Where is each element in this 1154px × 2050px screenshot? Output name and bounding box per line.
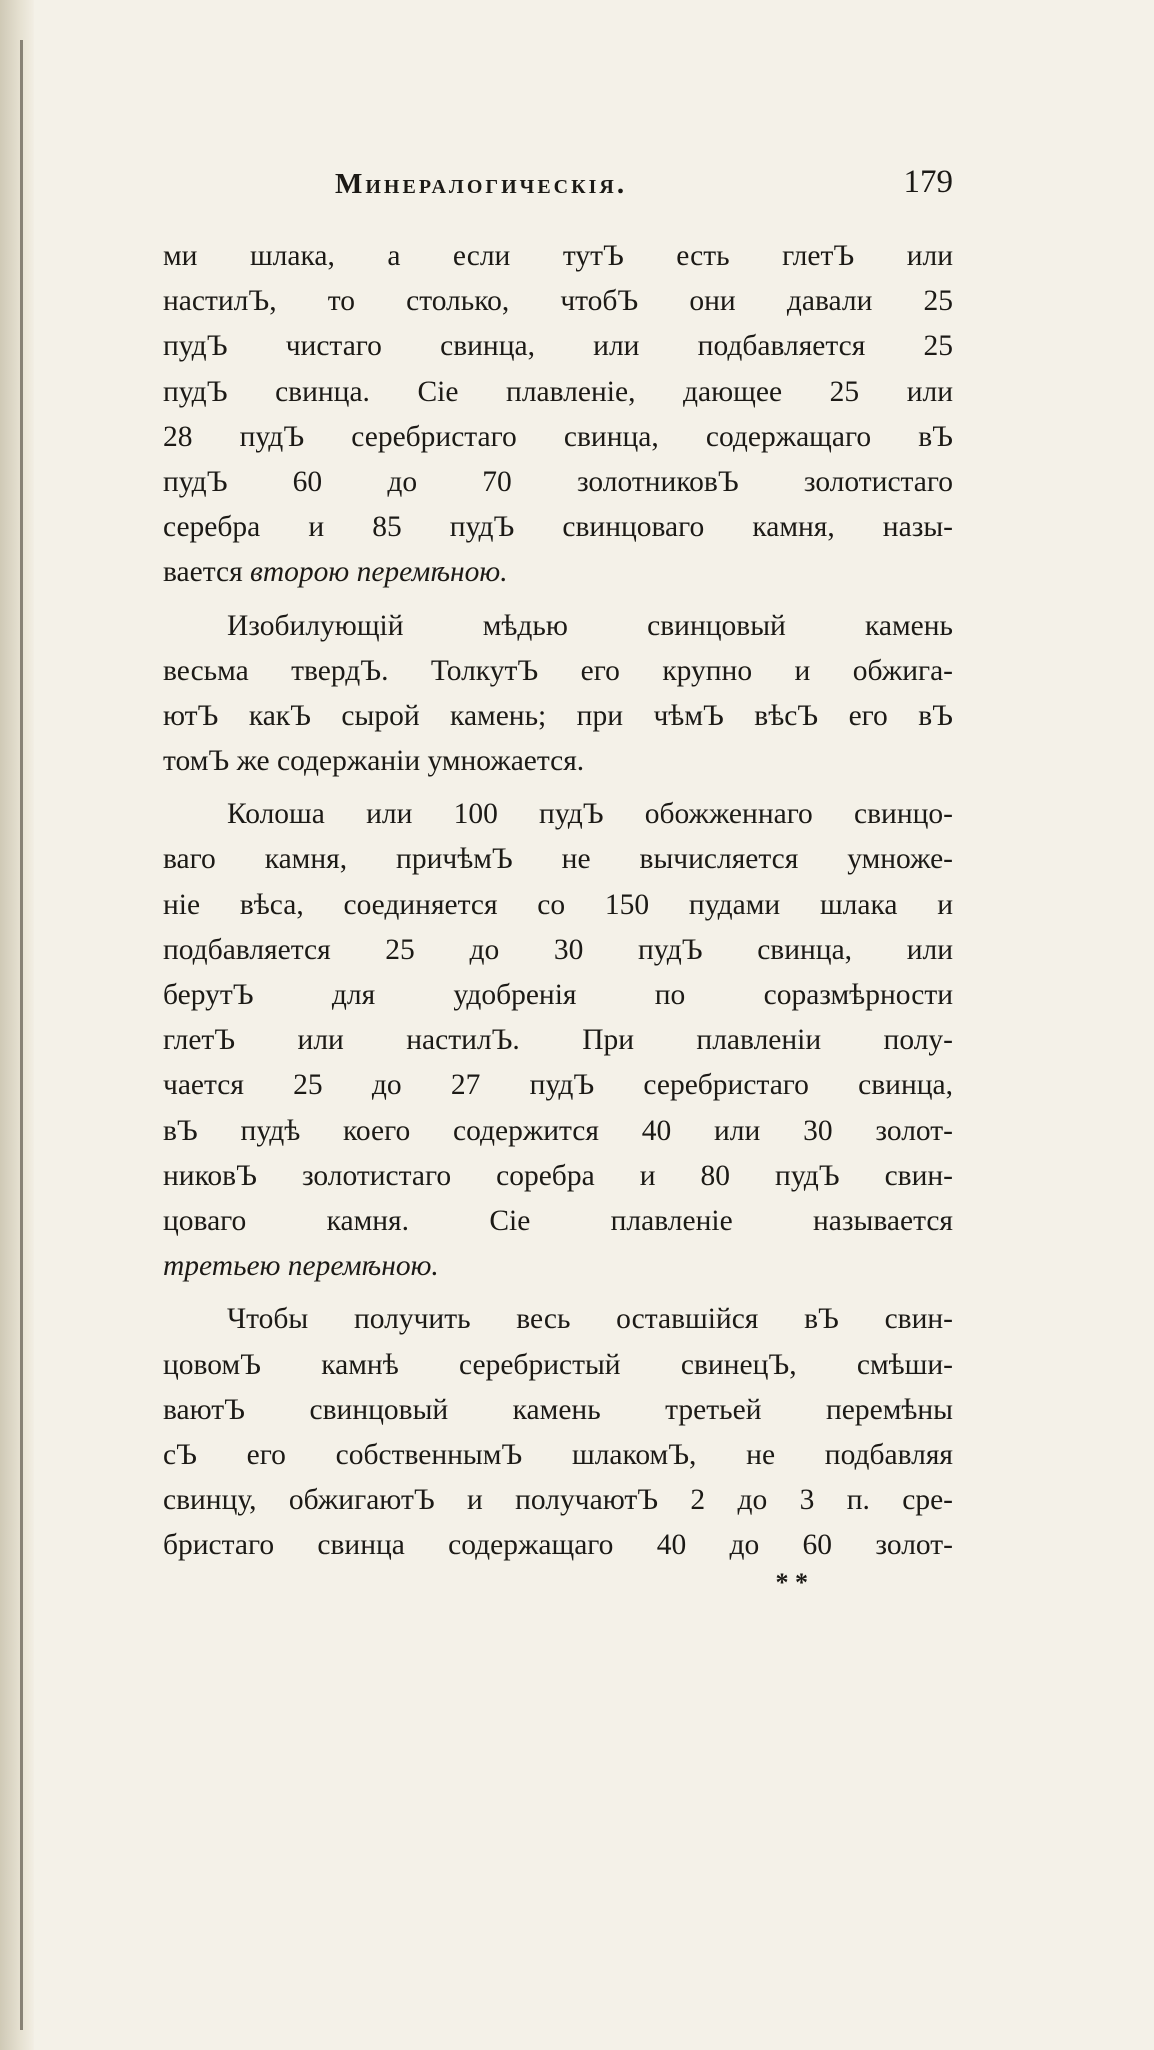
text-line: вЪ пудѣ коего содержится 40 или 30 золот- xyxy=(163,1114,953,1147)
text-line: цоваго камня. Сіе плавленіе называется xyxy=(163,1204,953,1237)
paragraph-4 xyxy=(163,1297,953,1568)
text-line: Колоша или 100 пудЪ обожженнаго свинцо- xyxy=(227,798,953,831)
binding-edge-line xyxy=(20,40,23,2030)
text-line: пудЪ свинца. Сіе плавленіе, дающее 25 или xyxy=(163,375,953,408)
paragraph-1 xyxy=(163,234,953,596)
text-line xyxy=(163,550,953,595)
text-line: 28 пудЪ серебристаго свинца, содержащаго вЪ xyxy=(163,420,953,453)
italic-term: второю перемѣною. xyxy=(250,556,508,589)
text-line: томЪ же содержаніи умножается. xyxy=(163,745,585,778)
paragraph-2 xyxy=(163,604,953,785)
catchword: * * xyxy=(775,1568,808,1598)
text-fragment: вается xyxy=(163,556,251,589)
page-gutter-shadow xyxy=(0,0,34,2050)
text-line: цовомЪ камнѣ серебристый свинецЪ, смѣши- xyxy=(163,1348,953,1381)
text-line: пудЪ чистаго свинца, или подбавляется 25 xyxy=(163,330,953,363)
text-line: подбавляется 25 до 30 пудЪ свинца, или xyxy=(163,933,953,966)
italic-term: третьею перемѣною. xyxy=(163,1250,439,1283)
text-line: бристаго свинца содержащаго 40 до 60 золот- xyxy=(163,1529,953,1562)
page-number: 179 xyxy=(903,164,953,200)
text-line: Чтобы получить весь оставшійся вЪ свин- xyxy=(227,1303,953,1336)
paragraph-3 xyxy=(163,792,953,1289)
paragraph-gap xyxy=(163,1289,953,1297)
text-line: ютЪ какЪ сырой камень; при чѣмЪ вѣсЪ его вЪ xyxy=(163,699,953,732)
text-line: берутЪ для удобренія по соразмѣрности xyxy=(163,979,953,1011)
text-line: ваютЪ свинцовый камень третьей перемѣны xyxy=(163,1393,953,1426)
text-line: серебра и 85 пудЪ свинцоваго камня, назы- xyxy=(163,511,953,544)
text-block xyxy=(163,160,953,1598)
text-line: ми шлака, а если тутЪ есть глетЪ или xyxy=(163,240,953,272)
page-header xyxy=(163,160,953,216)
text-line: настилЪ, то столько, чтобЪ они давали 25 xyxy=(163,285,953,318)
text-line: чается 25 до 27 пудЪ серебристаго свинца, xyxy=(163,1069,953,1102)
text-line: глетЪ или настилЪ. При плавленіи полу- xyxy=(163,1024,953,1057)
text-line: весьма твердЪ. ТолкутЪ его крупно и обжига- xyxy=(163,654,953,687)
text-line: ваго камня, причѣмЪ не вычисляется умноже- xyxy=(163,843,953,876)
text-line: пудЪ 60 до 70 золотниковЪ золотистаго xyxy=(163,465,953,498)
text-line: свинцу, обжигаютЪ и получаютЪ 2 до 3 п. сре- xyxy=(163,1484,953,1517)
text-line: сЪ его собственнымЪ шлакомЪ, не подбавляя xyxy=(163,1438,953,1471)
running-title: Минералогическія. xyxy=(335,168,628,200)
text-line: никовЪ золотистаго соребра и 80 пудЪ свин- xyxy=(163,1159,953,1192)
text-line: ніе вѣса, соединяется со 150 пудами шлака и xyxy=(163,888,953,921)
paragraph-gap xyxy=(163,784,953,792)
paragraph-gap xyxy=(163,596,953,604)
text-line: Изобилующій мѣдью свинцовый камень xyxy=(227,609,953,642)
